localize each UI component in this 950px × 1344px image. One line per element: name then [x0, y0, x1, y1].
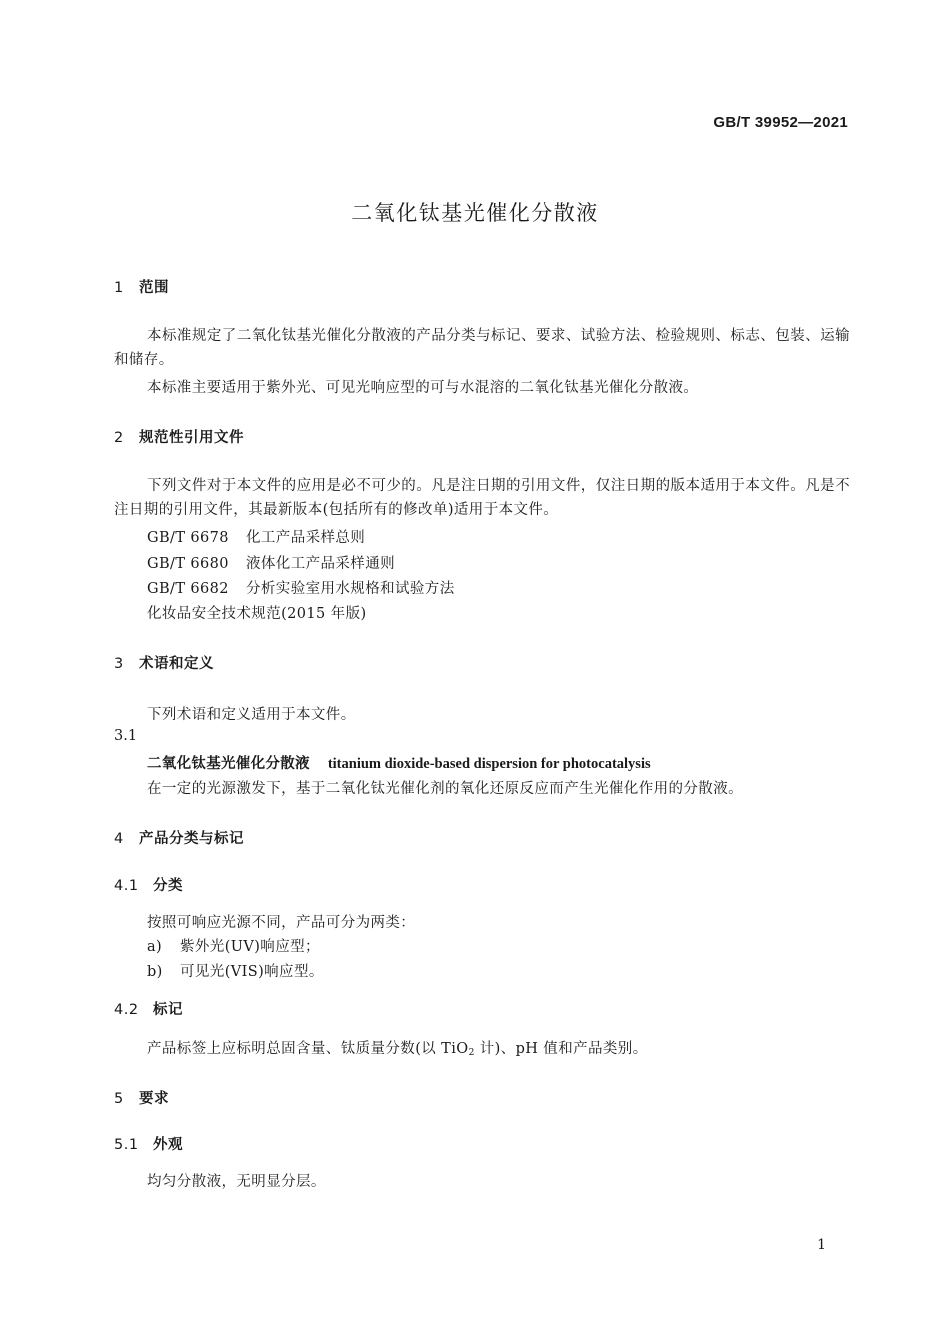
reference-code: GB/T 6680: [147, 556, 229, 572]
document-title: 二氧化钛基光催化分散液: [351, 201, 599, 225]
section-1-paragraph-1: 本标准规定了二氧化钛基光催化分散液的产品分类与标记、要求、试验方法、检验规则、标志、包装、运输和储存。: [114, 328, 850, 368]
subsection-4-1-intro: 按照可响应光源不同，产品可分为两类：: [147, 915, 416, 931]
clause-number: 3.1: [114, 728, 138, 744]
subsection-4-2-text: 产品标签上应标明总固含量、钛质量分数(以 TiO$_2$ 计)、pH 值和产品类别。: [147, 1041, 648, 1058]
page-number: 1: [817, 1237, 826, 1253]
term-entry: [147, 752, 651, 773]
reference-item: [147, 526, 365, 547]
section-title: 产品分类与标记: [139, 831, 244, 847]
section-2-paragraph-1: 下列文件对于本文件的应用是必不可少的。凡是注日期的引用文件，仅注日期的版本适用于本文件。凡是不注日期的引用文件，其最新版本(包括所有的修改单)适用于本文件。: [114, 478, 850, 518]
list-text: 紫外光(UV)响应型；: [180, 939, 320, 955]
section-title: 术语和定义: [139, 656, 214, 672]
subsection-number: 4.2: [114, 1002, 139, 1018]
subscript: 2: [468, 1048, 475, 1058]
subsection-5-1-text: 均匀分散液，无明显分层。: [147, 1174, 326, 1190]
subsection-number: 4.1: [114, 878, 139, 894]
list-item: [147, 960, 324, 981]
section-number: 1: [114, 280, 124, 296]
section-3-intro: 下列术语和定义适用于本文件。: [147, 707, 356, 723]
reference-item: [147, 552, 395, 573]
section-number: 4: [114, 831, 124, 847]
subsection-number: 5.1: [114, 1137, 139, 1153]
subsection-title: 分类: [153, 878, 183, 894]
reference-title: 液体化工产品采样通则: [246, 556, 395, 572]
section-number: 3: [114, 656, 124, 672]
subsection-title: 标记: [153, 1002, 183, 1018]
reference-item: [147, 577, 455, 598]
subsection-title: 外观: [153, 1137, 183, 1153]
section-number: 5: [114, 1091, 124, 1107]
standard-number: GB/T 39952—2021: [713, 114, 848, 131]
reference-title: 化工产品采样总则: [246, 530, 366, 546]
section-1-paragraph-2: 本标准主要适用于紫外光、可见光响应型的可与水混溶的二氧化钛基光催化分散液。: [147, 380, 699, 396]
section-4-heading: [114, 827, 244, 848]
reference-item: 化妆品安全技术规范(2015 年版): [147, 606, 367, 622]
section-5-heading: [114, 1087, 169, 1108]
subsection-5-1-heading: [114, 1133, 183, 1154]
list-text: 可见光(VIS)响应型。: [180, 964, 324, 980]
section-1-heading: [114, 276, 169, 297]
reference-title: 分析实验室用水规格和试验方法: [246, 581, 455, 597]
list-marker: b): [147, 964, 163, 980]
subsection-4-1-heading: [114, 874, 183, 895]
section-title: 范围: [139, 280, 169, 296]
section-title: 规范性引用文件: [139, 430, 244, 446]
section-3-heading: [114, 652, 214, 673]
section-number: 2: [114, 430, 124, 446]
subsection-4-2-heading: [114, 998, 183, 1019]
term-english: titanium dioxide-based dispersion for photocatalysis: [327, 756, 651, 772]
list-marker: a): [147, 939, 163, 955]
list-item: [147, 935, 320, 956]
term-chinese: 二氧化钛基光催化分散液: [147, 756, 310, 772]
section-2-heading: [114, 426, 244, 447]
term-definition: 在一定的光源激发下，基于二氧化钛光催化剂的氧化还原反应而产生光催化作用的分散液。: [147, 781, 743, 797]
reference-code: GB/T 6678: [147, 530, 229, 546]
reference-code: GB/T 6682: [147, 581, 229, 597]
section-title: 要求: [139, 1091, 169, 1107]
